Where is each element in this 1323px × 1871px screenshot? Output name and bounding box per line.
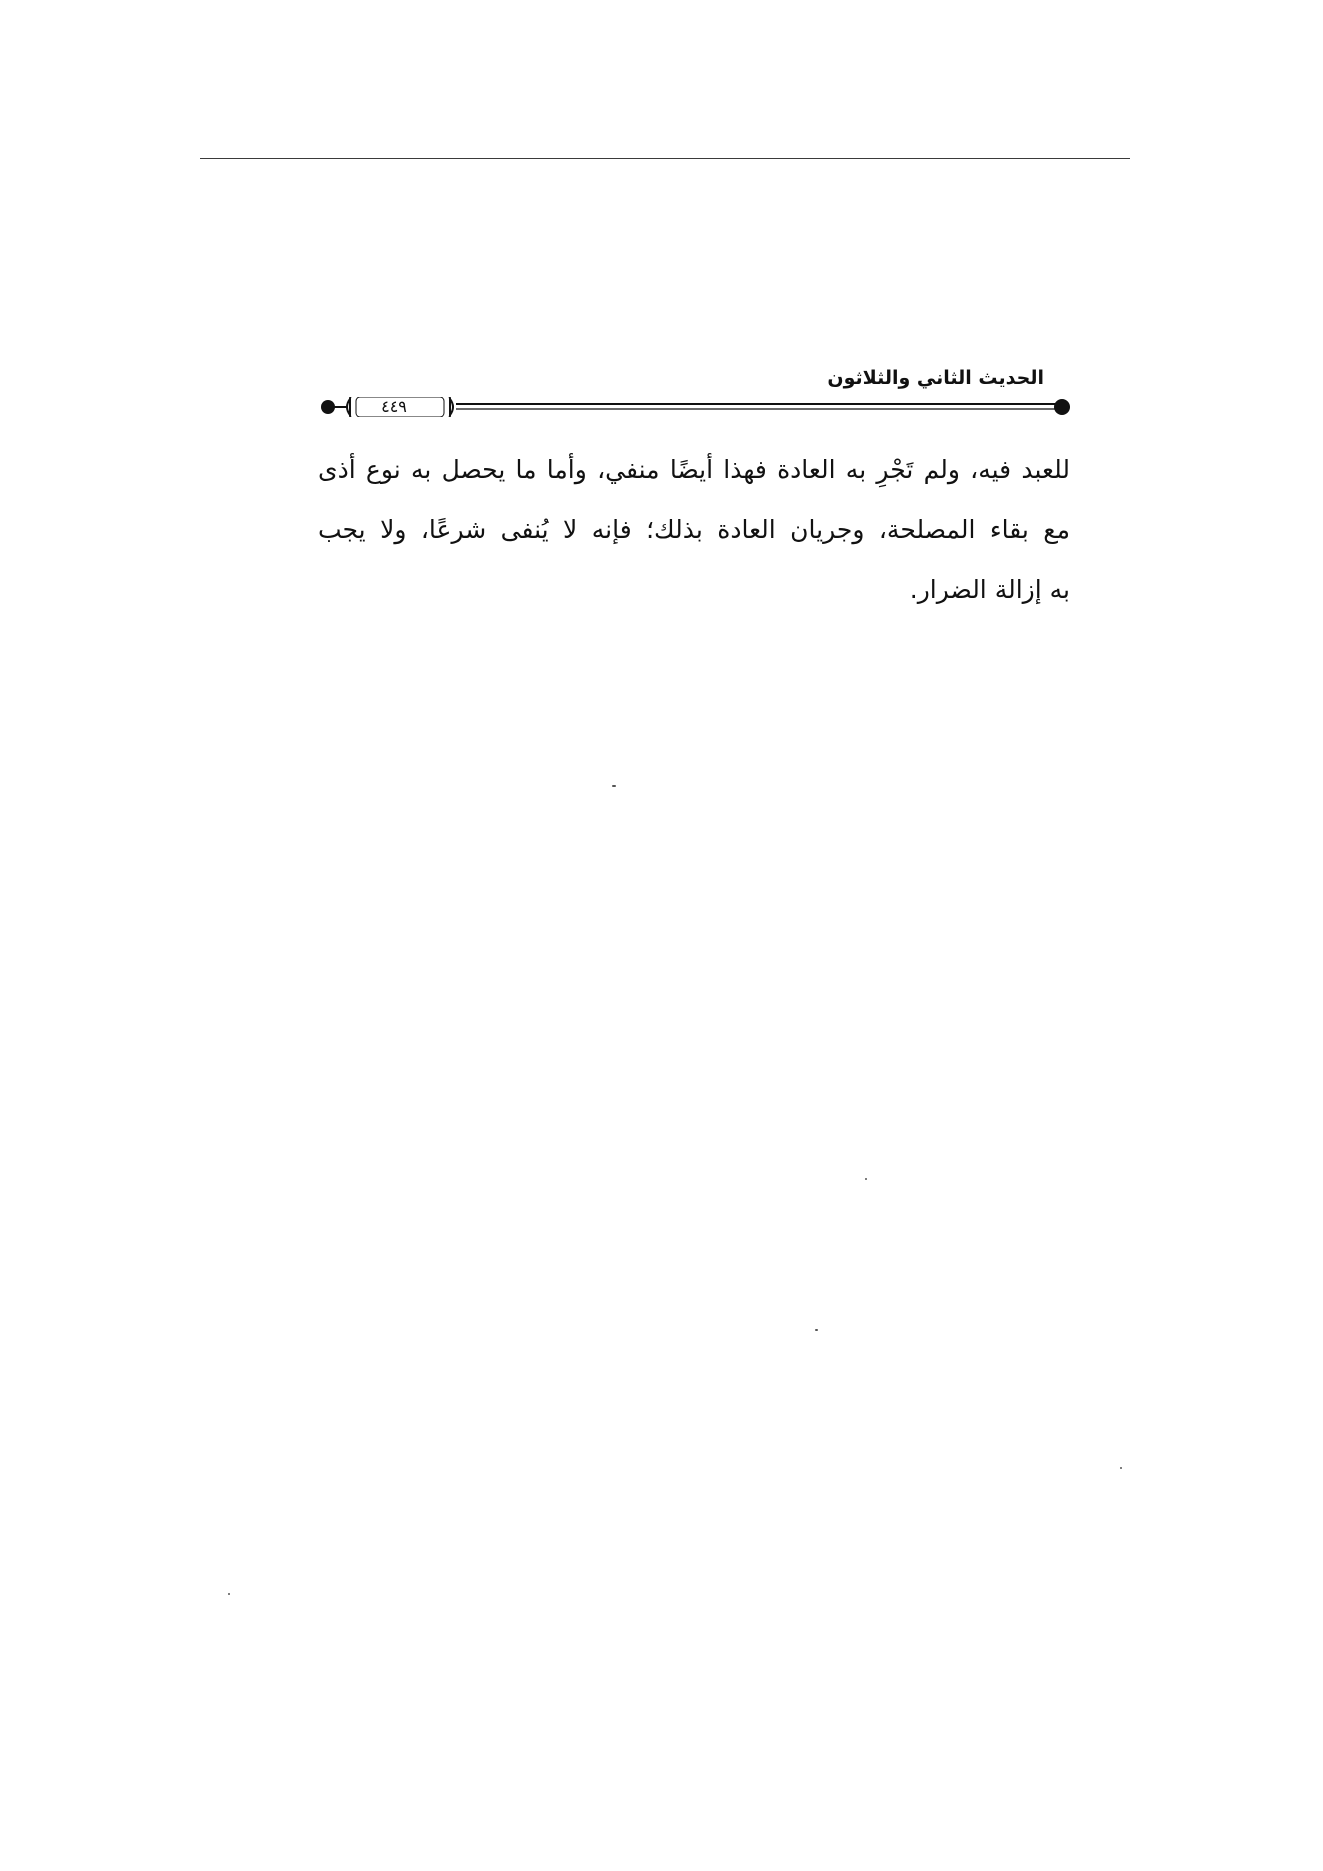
scan-speck [612, 785, 616, 787]
top-horizontal-rule [200, 158, 1130, 159]
scan-speck [865, 1178, 867, 1180]
scan-speck [1120, 1467, 1122, 1469]
body-paragraph [318, 440, 1070, 620]
scan-speck [815, 1329, 818, 1331]
scan-speck [228, 1593, 230, 1595]
rule-right-dot [1054, 399, 1070, 415]
body-line-3: به إزالة الضرار. [909, 575, 1070, 604]
page-number: ٤٤٩ [381, 397, 407, 416]
body-line-2: مع بقاء المصلحة، وجريان العادة بذلك؛ فإنه لا يُنفى شرعًا، ولا يجب [318, 515, 1070, 544]
rule-left-dot [321, 400, 335, 414]
chapter-title: الحديث الثاني والثلاثون [827, 367, 1044, 389]
body-line-1: للعبد فيه، ولم تَجْرِ به العادة فهذا أيضًا منفي، وأما ما يحصل به نوع أذى [318, 455, 1070, 484]
running-header [310, 355, 1080, 435]
